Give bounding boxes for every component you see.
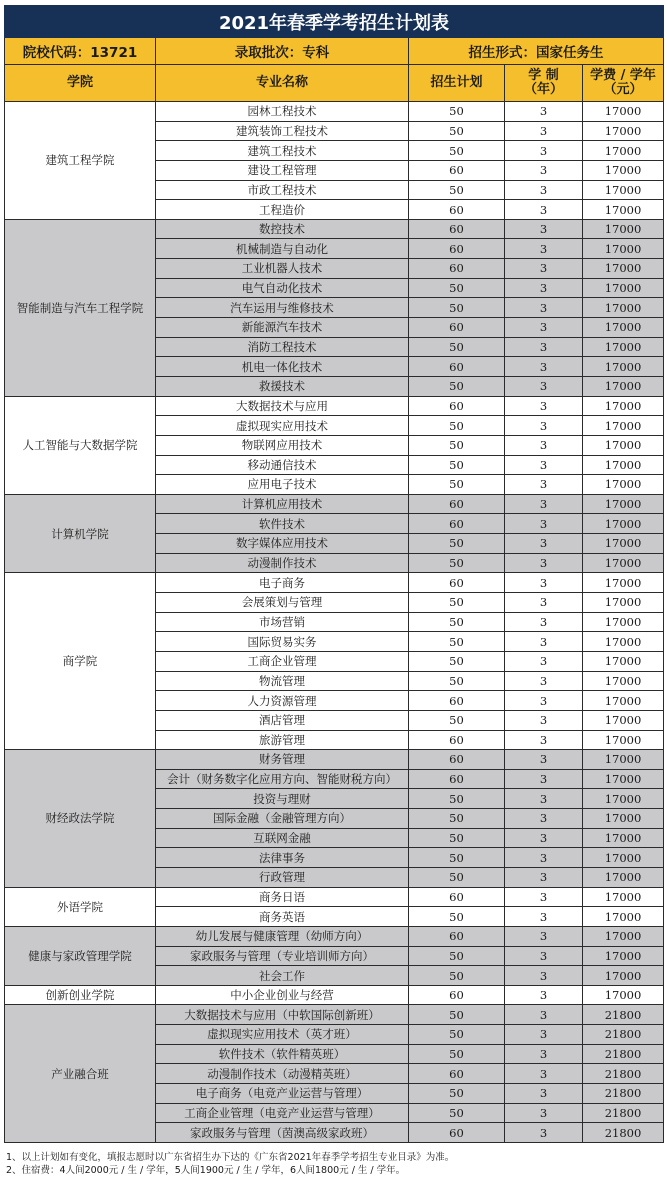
fee-cell: 21800 [583,1084,664,1104]
major-cell: 消防工程技术 [156,337,409,357]
plan-cell: 60 [409,926,505,946]
years-cell: 3 [505,200,583,220]
plan-cell: 50 [409,946,505,966]
plan-cell: 50 [409,141,505,161]
table-row [5,887,664,907]
plan-cell: 50 [409,180,505,200]
plan-cell: 50 [409,553,505,573]
years-cell: 3 [505,769,583,789]
fee-cell: 17000 [583,573,664,593]
major-cell: 动漫制作技术（动漫精英班） [156,1064,409,1084]
major-cell: 计算机应用技术 [156,494,409,514]
major-cell: 救援技术 [156,376,409,396]
major-cell: 园林工程技术 [156,102,409,122]
years-cell: 3 [505,475,583,495]
plan-cell: 50 [409,435,505,455]
years-cell: 3 [505,612,583,632]
fee-cell: 17000 [583,769,664,789]
fee-cell: 17000 [583,887,664,907]
column-header-row [5,65,664,102]
plan-cell: 50 [409,828,505,848]
major-cell: 商务日语 [156,887,409,907]
fee-cell: 17000 [583,828,664,848]
fee-cell: 17000 [583,494,664,514]
college-cell: 产业融合班 [5,1005,156,1142]
years-cell: 3 [505,141,583,161]
major-cell: 物流管理 [156,671,409,691]
major-cell: 社会工作 [156,966,409,986]
header-fee-line2: （元） [603,82,643,97]
plan-cell: 60 [409,259,505,279]
plan-cell: 50 [409,789,505,809]
header-plan: 招生计划 [409,65,505,102]
years-cell: 3 [505,632,583,652]
major-cell: 建筑工程技术 [156,141,409,161]
table-row [5,219,664,239]
major-cell: 家政服务与管理（茵澳高级家政班） [156,1123,409,1143]
plan-cell: 60 [409,769,505,789]
fee-cell: 17000 [583,593,664,613]
years-cell: 3 [505,867,583,887]
major-cell: 互联网金融 [156,828,409,848]
plan-cell: 50 [409,298,505,318]
major-cell: 行政管理 [156,867,409,887]
plan-cell: 60 [409,160,505,180]
college-cell: 健康与家政管理学院 [5,926,156,985]
major-cell: 虚拟现实应用技术（英才班） [156,1025,409,1045]
years-cell: 3 [505,160,583,180]
fee-cell: 17000 [583,376,664,396]
table-row [5,102,664,122]
plan-cell: 50 [409,337,505,357]
years-cell: 3 [505,848,583,868]
years-cell: 3 [505,219,583,239]
plan-cell: 50 [409,1084,505,1104]
years-cell: 3 [505,573,583,593]
years-cell: 3 [505,239,583,259]
header-fee [583,65,664,102]
years-cell: 3 [505,435,583,455]
fee-cell: 17000 [583,435,664,455]
footnote-1: 1、以上计划如有变化，填报志愿时以广东省招生办下达的《广东省2021年春季学考招生专业目录》为准。 [6,1152,455,1163]
plan-cell: 60 [409,691,505,711]
enrollment-form: 招生形式：国家任务生 [409,38,664,65]
table-title: 2021年春季学考招生计划表 [5,6,664,38]
years-cell: 3 [505,416,583,436]
fee-cell: 17000 [583,337,664,357]
major-cell: 中小企业创业与经营 [156,985,409,1005]
years-cell: 3 [505,1044,583,1064]
fee-cell: 17000 [583,357,664,377]
years-cell: 3 [505,259,583,279]
major-cell: 市场营销 [156,612,409,632]
years-cell: 3 [505,710,583,730]
major-cell: 家政服务与管理（专业培训师方向） [156,946,409,966]
plan-cell: 60 [409,985,505,1005]
years-cell: 3 [505,926,583,946]
header-years-line1: 学 制 [528,68,559,83]
years-cell: 3 [505,455,583,475]
years-cell: 3 [505,180,583,200]
fee-cell: 17000 [583,710,664,730]
fee-cell: 21800 [583,1005,664,1025]
years-cell: 3 [505,671,583,691]
table-row [5,926,664,946]
fee-cell: 21800 [583,1123,664,1143]
fee-cell: 17000 [583,553,664,573]
fee-cell: 17000 [583,926,664,946]
plan-cell: 50 [409,966,505,986]
fee-cell: 17000 [583,259,664,279]
college-cell: 建筑工程学院 [5,102,156,220]
fee-cell: 17000 [583,534,664,554]
plan-cell: 60 [409,318,505,338]
plan-cell: 60 [409,887,505,907]
college-cell: 创新创业学院 [5,985,156,1005]
plan-body [5,102,664,1143]
table-row [5,750,664,770]
plan-cell: 60 [409,573,505,593]
years-cell: 3 [505,966,583,986]
years-cell: 3 [505,946,583,966]
major-cell: 应用电子技术 [156,475,409,495]
fee-cell: 21800 [583,1064,664,1084]
plan-cell: 50 [409,416,505,436]
fee-cell: 17000 [583,121,664,141]
major-cell: 物联网应用技术 [156,435,409,455]
major-cell: 虚拟现实应用技术 [156,416,409,436]
college-cell: 智能制造与汽车工程学院 [5,219,156,396]
title-row [5,6,664,38]
major-cell: 工商企业管理（电竞产业运营与管理） [156,1103,409,1123]
years-cell: 3 [505,789,583,809]
major-cell: 机电一体化技术 [156,357,409,377]
years-cell: 3 [505,593,583,613]
fee-cell: 17000 [583,671,664,691]
major-cell: 国际贸易实务 [156,632,409,652]
enrollment-plan-table [4,5,664,1143]
years-cell: 3 [505,1123,583,1143]
fee-cell: 17000 [583,985,664,1005]
major-cell: 电气自动化技术 [156,278,409,298]
major-cell: 会展策划与管理 [156,593,409,613]
plan-cell: 50 [409,848,505,868]
major-cell: 市政工程技术 [156,180,409,200]
major-cell: 电子商务 [156,573,409,593]
years-cell: 3 [505,651,583,671]
plan-cell: 50 [409,376,505,396]
fee-cell: 17000 [583,416,664,436]
major-cell: 商务英语 [156,907,409,927]
college-cell: 外语学院 [5,887,156,926]
fee-cell: 17000 [583,946,664,966]
plan-cell: 50 [409,1044,505,1064]
years-cell: 3 [505,102,583,122]
major-cell: 软件技术（软件精英班） [156,1044,409,1064]
fee-cell: 17000 [583,102,664,122]
major-cell: 财务管理 [156,750,409,770]
college-cell: 人工智能与大数据学院 [5,396,156,494]
fee-cell: 17000 [583,455,664,475]
plan-cell: 50 [409,612,505,632]
plan-cell: 60 [409,396,505,416]
major-cell: 建筑装饰工程技术 [156,121,409,141]
fee-cell: 17000 [583,298,664,318]
header-college: 学院 [5,65,156,102]
major-cell: 移动通信技术 [156,455,409,475]
years-cell: 3 [505,1005,583,1025]
years-cell: 3 [505,828,583,848]
fee-cell: 17000 [583,514,664,534]
major-cell: 会计（财务数字化应用方向、智能财税方向） [156,769,409,789]
years-cell: 3 [505,691,583,711]
years-cell: 3 [505,396,583,416]
plan-cell: 50 [409,475,505,495]
fee-cell: 17000 [583,966,664,986]
major-cell: 法律事务 [156,848,409,868]
years-cell: 3 [505,376,583,396]
fee-cell: 17000 [583,318,664,338]
years-cell: 3 [505,357,583,377]
major-cell: 国际金融（金融管理方向） [156,809,409,829]
years-cell: 3 [505,1084,583,1104]
plan-cell: 50 [409,1103,505,1123]
plan-cell: 50 [409,809,505,829]
fee-cell: 17000 [583,396,664,416]
fee-cell: 17000 [583,809,664,829]
plan-cell: 50 [409,102,505,122]
major-cell: 大数据技术与应用 [156,396,409,416]
major-cell: 机械制造与自动化 [156,239,409,259]
fee-cell: 17000 [583,180,664,200]
plan-cell: 60 [409,200,505,220]
plan-cell: 60 [409,1064,505,1084]
plan-cell: 50 [409,907,505,927]
fee-cell: 21800 [583,1025,664,1045]
years-cell: 3 [505,494,583,514]
fee-cell: 17000 [583,219,664,239]
plan-cell: 50 [409,121,505,141]
major-cell: 动漫制作技术 [156,553,409,573]
years-cell: 3 [505,318,583,338]
years-cell: 3 [505,298,583,318]
header-years [505,65,583,102]
plan-cell: 50 [409,278,505,298]
fee-cell: 17000 [583,200,664,220]
table-row [5,573,664,593]
fee-cell: 21800 [583,1044,664,1064]
major-cell: 新能源汽车技术 [156,318,409,338]
table-row [5,985,664,1005]
header-fee-line1: 学费 / 学年 [590,68,656,83]
fee-cell: 17000 [583,867,664,887]
college-cell: 商学院 [5,573,156,750]
plan-cell: 50 [409,710,505,730]
years-cell: 3 [505,553,583,573]
major-cell: 电子商务（电竞产业运营与管理） [156,1084,409,1104]
major-cell: 幼儿发展与健康管理（幼师方向） [156,926,409,946]
plan-cell: 50 [409,867,505,887]
years-cell: 3 [505,514,583,534]
fee-cell: 17000 [583,651,664,671]
fee-cell: 17000 [583,632,664,652]
plan-cell: 60 [409,494,505,514]
years-cell: 3 [505,907,583,927]
plan-cell: 60 [409,514,505,534]
major-cell: 工业机器人技术 [156,259,409,279]
fee-cell: 17000 [583,907,664,927]
fee-cell: 17000 [583,475,664,495]
plan-cell: 50 [409,671,505,691]
meta-row [5,38,664,65]
header-years-line2: （年） [523,82,563,97]
years-cell: 3 [505,887,583,907]
fee-cell: 17000 [583,750,664,770]
plan-cell: 60 [409,219,505,239]
fee-cell: 17000 [583,848,664,868]
fee-cell: 21800 [583,1103,664,1123]
major-cell: 数控技术 [156,219,409,239]
plan-cell: 50 [409,593,505,613]
major-cell: 投资与理财 [156,789,409,809]
years-cell: 3 [505,985,583,1005]
fee-cell: 17000 [583,789,664,809]
years-cell: 3 [505,1064,583,1084]
plan-cell: 60 [409,750,505,770]
fee-cell: 17000 [583,278,664,298]
table-row [5,396,664,416]
school-code: 院校代码：13721 [5,38,156,65]
major-cell: 建设工程管理 [156,160,409,180]
fee-cell: 17000 [583,160,664,180]
plan-cell: 60 [409,239,505,259]
major-cell: 工程造价 [156,200,409,220]
header-major: 专业名称 [156,65,409,102]
major-cell: 大数据技术与应用（中软国际创新班） [156,1005,409,1025]
fee-cell: 17000 [583,612,664,632]
plan-cell: 60 [409,1123,505,1143]
years-cell: 3 [505,750,583,770]
major-cell: 人力资源管理 [156,691,409,711]
major-cell: 软件技术 [156,514,409,534]
major-cell: 工商企业管理 [156,651,409,671]
major-cell: 酒店管理 [156,710,409,730]
major-cell: 旅游管理 [156,730,409,750]
major-cell: 数字媒体应用技术 [156,534,409,554]
fee-cell: 17000 [583,730,664,750]
major-cell: 汽车运用与维修技术 [156,298,409,318]
fee-cell: 17000 [583,239,664,259]
fee-cell: 17000 [583,141,664,161]
plan-cell: 50 [409,534,505,554]
table-row [5,1005,664,1025]
years-cell: 3 [505,278,583,298]
years-cell: 3 [505,809,583,829]
years-cell: 3 [505,534,583,554]
table-row [5,494,664,514]
plan-cell: 50 [409,651,505,671]
plan-cell: 50 [409,632,505,652]
years-cell: 3 [505,730,583,750]
college-cell: 计算机学院 [5,494,156,573]
admission-batch: 录取批次：专科 [156,38,409,65]
plan-cell: 60 [409,357,505,377]
footnotes [6,1151,661,1177]
fee-cell: 17000 [583,691,664,711]
years-cell: 3 [505,121,583,141]
plan-cell: 60 [409,730,505,750]
plan-cell: 50 [409,455,505,475]
plan-cell: 50 [409,1005,505,1025]
years-cell: 3 [505,1103,583,1123]
footnote-2: 2、住宿费：4人间2000元 / 生 / 学年，5人间1900元 / 生 / 学年，6人间1800元 / 生 / 学年。 [6,1165,406,1176]
years-cell: 3 [505,1025,583,1045]
years-cell: 3 [505,337,583,357]
college-cell: 财经政法学院 [5,750,156,887]
plan-cell: 50 [409,1025,505,1045]
